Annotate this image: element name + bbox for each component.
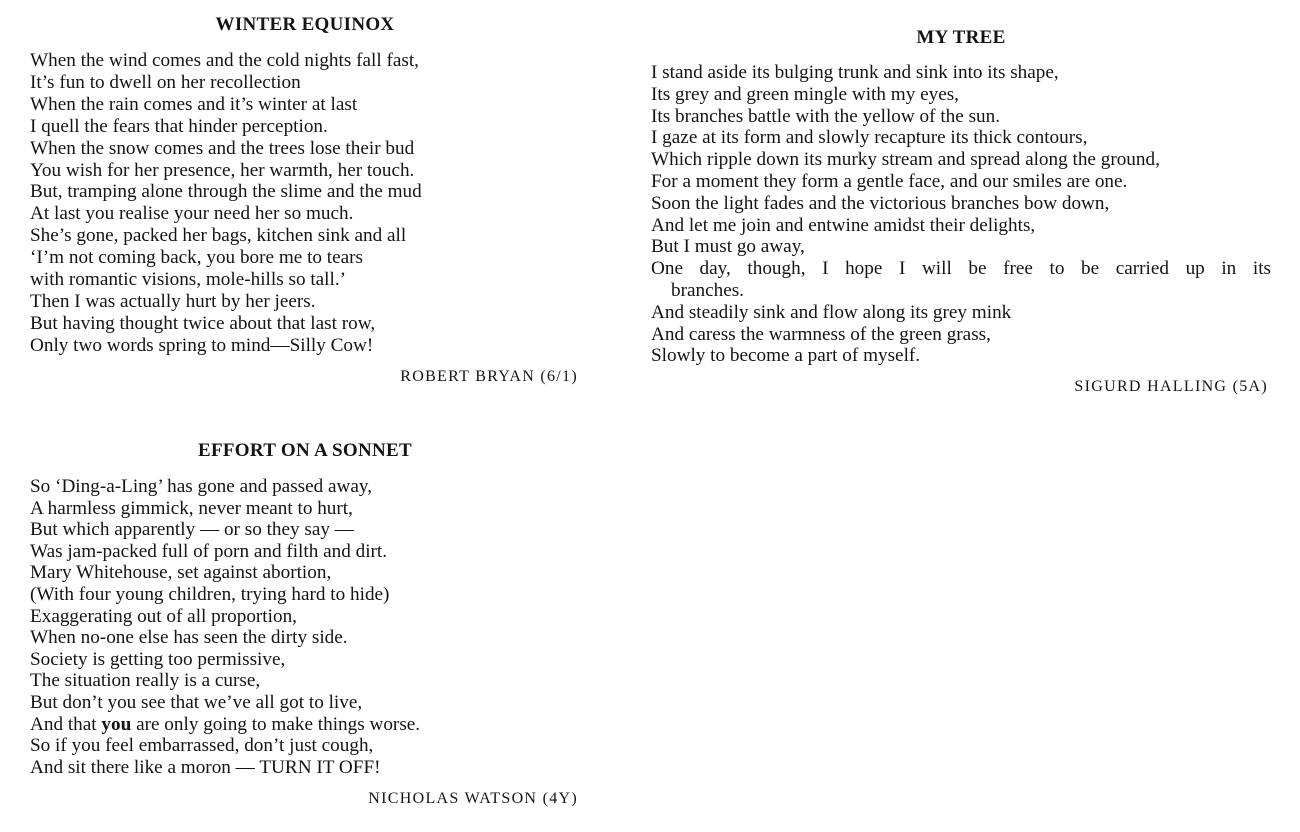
poem-line: And sit there like a moron — TURN IT OFF! (30, 756, 381, 778)
poem-line: with romantic visions, mole-hills so tall.’ (30, 269, 347, 291)
poem-line: When the rain comes and it’s winter at last (30, 93, 358, 115)
poem-line: Slowly to become a part of myself. (651, 345, 921, 367)
poem-line-with-emphasis (30, 714, 590, 736)
poem-line: At last you realise your need her so much. (30, 203, 354, 225)
line-text-after: are only going to make things worse. (131, 713, 421, 735)
poem-line: But, tramping alone through the slime and the mud (30, 181, 422, 203)
poem-lines (30, 50, 590, 357)
poem-line: The situation really is a curse, (30, 670, 261, 692)
poem-line: So if you feel embarrassed, don’t just cough, (30, 735, 374, 757)
poem-line: When no-one else has seen the dirty side. (30, 627, 348, 649)
poem-line: I gaze at its form and slowly recapture its thick contours, (651, 127, 1088, 149)
poem-lines (651, 62, 1271, 367)
poem-line: Was jam-packed full of porn and filth and dirt. (30, 540, 388, 562)
poem-line: Society is getting too permissive, (30, 648, 286, 670)
poem-line: Exaggerating out of all proportion, (30, 605, 297, 627)
poem-line: She’s gone, packed her bags, kitchen sink and all (30, 225, 407, 247)
poem-line: Its grey and green mingle with my eyes, (651, 83, 959, 105)
poem-line: And caress the warmness of the green grass, (651, 323, 991, 345)
poem-lines (30, 476, 590, 778)
poem-author-byline: SIGURD HALLING (5A) (1074, 378, 1268, 395)
poem-line: When the snow comes and the trees lose their bud (30, 137, 415, 159)
poem-line: Only two words spring to mind—Silly Cow! (30, 334, 374, 356)
poem-line: Then I was actually hurt by her jeers. (30, 290, 316, 312)
poem-line: Mary Whitehouse, set against abortion, (30, 562, 332, 584)
poem-line: (With four young children, trying hard to hide) (30, 583, 390, 605)
poem-line: But which apparently — or so they say — (30, 519, 354, 541)
poem-line: It’s fun to dwell on her recollection (30, 71, 301, 93)
poem-line: But having thought twice about that last row, (30, 312, 376, 334)
poem-winter-equinox (30, 14, 590, 357)
poem-title: WINTER EQUINOX (215, 14, 395, 35)
poem-line: But don’t you see that we’ve all got to live, (30, 691, 363, 713)
poem-author-byline: ROBERT BRYAN (6/1) (400, 368, 578, 385)
poem-my-tree (651, 27, 1271, 367)
poem-title: EFFORT ON A SONNET (198, 440, 412, 461)
poem-author-byline: NICHOLAS WATSON (4Y) (368, 790, 578, 807)
poem-line: When the wind comes and the cold nights fall fast, (30, 50, 419, 71)
poem-line: I stand aside its bulging trunk and sink into its shape, (651, 62, 1059, 83)
poem-line: Soon the light fades and the victorious branches bow down, (651, 192, 1110, 214)
poem-line: One day, though, I hope I will be free to be carried up in its (651, 258, 1271, 280)
poem-line: I quell the fears that hinder perception. (30, 115, 328, 137)
emphasized-word: you (101, 713, 132, 735)
poem-line: You wish for her presence, her warmth, her touch. (30, 159, 415, 181)
poem-line: And let me join and entwine amidst their delights, (651, 214, 1036, 236)
poem-line: A harmless gimmick, never meant to hurt, (30, 497, 353, 519)
poem-line: So ‘Ding-a-Ling’ has gone and passed away, (30, 476, 373, 497)
poem-line: But I must go away, (651, 236, 805, 258)
poem-title: MY TREE (916, 27, 1006, 48)
poem-line: And steadily sink and flow along its grey mink (651, 301, 1012, 323)
poem-line: For a moment they form a gentle face, and our smiles are one. (651, 170, 1128, 192)
poem-line: ‘I’m not coming back, you bore me to tears (30, 247, 364, 269)
poem-effort-on-a-sonnet (30, 440, 590, 778)
poem-line: Which ripple down its murky stream and spread along the ground, (651, 149, 1160, 171)
poem-line-continuation: branches. (671, 279, 744, 301)
poem-line: Its branches battle with the yellow of the sun. (651, 105, 1001, 127)
line-text-before: And that (30, 713, 102, 735)
